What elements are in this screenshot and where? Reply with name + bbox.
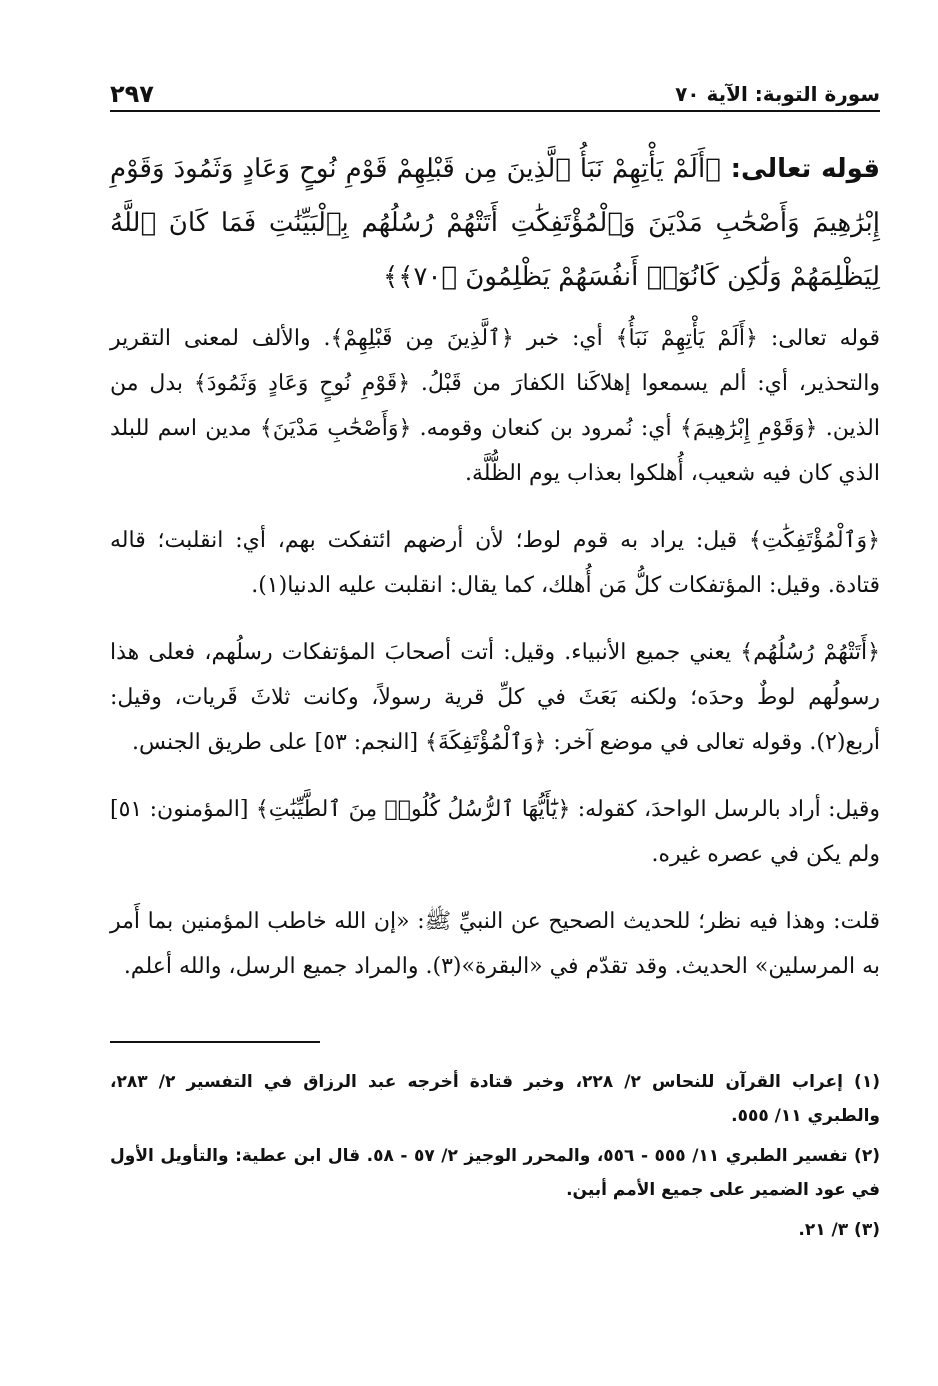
verse-text: ﴿أَلَمْ يَأْتِهِمْ نَبَأُ ٱلَّذِينَ مِن قَبْلِهِمْ قَوْمِ نُوحٍ وَعَادٍ وَثَمُودَ وَقَوْمِ إِبْرَٰهِيمَ وَأَصْحَٰبِ مَدْيَنَ وَٱلْمُؤْتَفِكَٰتِ أَتَتْهُمْ رُسُلُهُم بِٱلْبَيِّنَٰتِ فَمَا كَانَ ٱللَّهُ لِيَظْلِمَهُمْ وَلَٰكِن كَانُوٓا۟ أَنفُسَهُمْ يَظْلِمُونَ ﴿٧٠﴾﴾ xyxy=(110,154,880,292)
book-page xyxy=(110,70,880,1346)
verse-lead: قوله تعالى: xyxy=(720,154,880,184)
running-title: سورة التوبة: الآية ٧٠ xyxy=(675,82,880,106)
paragraph: ﴿وَٱلْمُؤْتَفِكَٰتِ﴾ قيل: يراد به قوم لوط؛ لأن أرضهم ائتفكت بهم، أي: انقلبت؛ قاله قتادة. وقيل: المؤتفكات كلُّ مَن أُهلك، كما يقال: انقلبت عليه الدنيا(١). xyxy=(110,528,880,598)
page-header xyxy=(110,70,880,112)
footnote: (٢) تفسير الطبري ١١/ ٥٥٥ - ٥٥٦، والمحرر الوجيز ٢/ ٥٧ - ٥٨. قال ابن عطية: والتأويل الأول في عود الضمير على جميع الأمم أبين. xyxy=(110,1146,880,1200)
paragraph: قلت: وهذا فيه نظر؛ للحديث الصحيح عن النبيِّ ﷺ: «إن الله خاطب المؤمنين بما أَمر به المرسلين» الحديث. وقد تقدّم في «البقرة»(٣). والمراد جميع الرسل، والله أعلم. xyxy=(110,909,880,979)
verse-block xyxy=(110,142,880,304)
page-number: ٢٩٧ xyxy=(110,80,154,108)
paragraph: ﴿أَتَتْهُمْ رُسُلُهُم﴾ يعني جميع الأنبياء. وقيل: أتت أصحابَ المؤتفكات رسلُهم، فعلى هذا رسولُهم لوطٌ وحدَه؛ ولكنه بَعَثَ في كلِّ قرية رسولاً، وكانت ثلاثَ قَريات، وقيل: أربع(٢). وقوله تعالى في موضع آخر: ﴿وَٱلْمُؤْتَفِكَةَ﴾ [النجم: ٥٣] على طريق الجنس. xyxy=(110,640,880,755)
paragraph: وقيل: أراد بالرسل الواحدَ، كقوله: ﴿يَٰٓأَيُّهَا ٱلرُّسُلُ كُلُوا۟ مِنَ ٱلطَّيِّبَٰتِ﴾ [المؤمنون: ٥١] ولم يكن في عصره غيره. xyxy=(110,797,880,867)
footnote: (١) إعراب القرآن للنحاس ٢/ ٢٢٨، وخبر قتادة أخرجه عبد الرزاق في التفسير ٢/ ٢٨٣، والطبري ١١/ ٥٥٥. xyxy=(110,1072,880,1126)
footnote-separator xyxy=(110,1041,320,1043)
footnote: (٣) ٣/ ٢١. xyxy=(798,1220,880,1240)
footnote-separator-wrap xyxy=(110,1011,880,1043)
footnotes xyxy=(110,1065,880,1247)
paragraph: قوله تعالى: ﴿أَلَمْ يَأْتِهِمْ نَبَأُ﴾ أي: خبر ﴿ٱلَّذِينَ مِن قَبْلِهِمْ﴾. والألف لمعنى التقرير والتحذير، أي: ألم يسمعوا إهلاكَنا الكفارَ من قَبْلُ. ﴿قَوْمِ نُوحٍ وَعَادٍ وَثَمُودَ﴾ بدل من الذين. ﴿وَقَوْمِ إِبْرَٰهِيمَ﴾ أي: نُمرود بن كنعان وقومه. ﴿وَأَصْحَٰبِ مَدْيَنَ﴾ مدين اسم للبلد الذي كان فيه شعيب، أُهلكوا بعذاب يوم الظُّلَّة. xyxy=(110,326,880,486)
